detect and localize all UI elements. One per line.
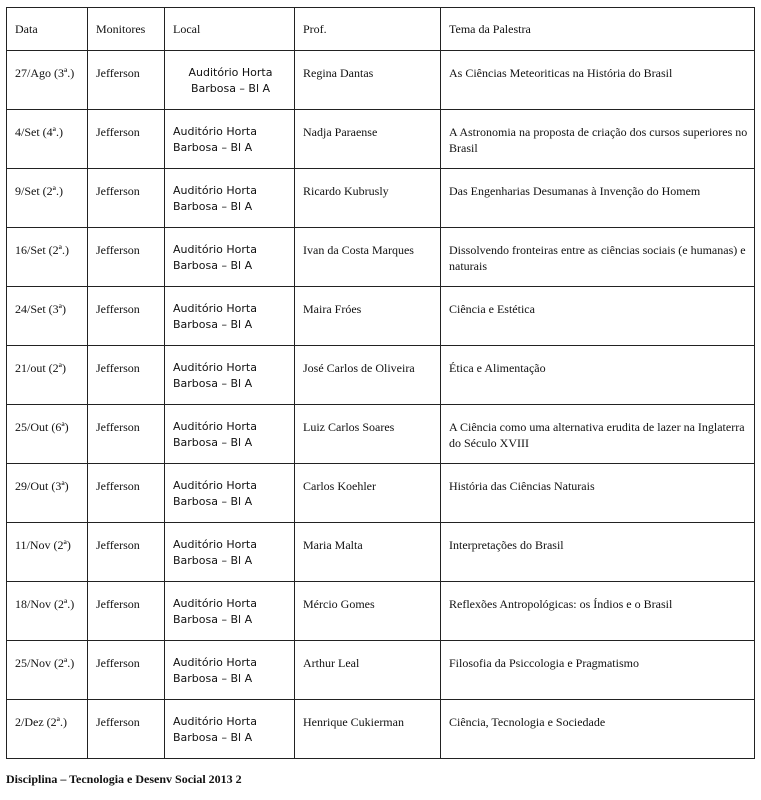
cell-data: 11/Nov (2ª) [7, 523, 88, 582]
cell-prof: Ricardo Kubrusly [295, 169, 441, 228]
cell-monitor: Jefferson [88, 169, 165, 228]
local-line-2: Barbosa – Bl A [173, 672, 253, 685]
cell-tema: Ciência e Estética [441, 287, 755, 346]
table-row [7, 110, 755, 169]
cell-monitor: Jefferson [88, 51, 165, 110]
cell-local [165, 228, 295, 287]
cell-data: 2/Dez (2ª.) [7, 700, 88, 759]
cell-data: 29/Out (3ª) [7, 464, 88, 523]
local-line-2: Barbosa – Bl A [173, 554, 253, 567]
cell-data: 25/Nov (2ª.) [7, 641, 88, 700]
local-line-1: Auditório Horta [173, 479, 257, 492]
local-line-2: Barbosa – Bl A [173, 731, 253, 744]
local-line-1: Auditório Horta [173, 184, 257, 197]
local-line-1: Auditório Horta [173, 125, 257, 138]
cell-data: 9/Set (2ª.) [7, 169, 88, 228]
header-monitores: Monitores [88, 8, 165, 51]
cell-tema: As Ciências Meteoriticas na História do Brasil [441, 51, 755, 110]
cell-local [165, 405, 295, 464]
cell-monitor: Jefferson [88, 110, 165, 169]
cell-monitor: Jefferson [88, 700, 165, 759]
local-line-2: Barbosa – Bl A [173, 318, 253, 331]
cell-tema: A Ciência como uma alternativa erudita de lazer na Inglaterra do Século XVIII [441, 405, 755, 464]
cell-data: 25/Out (6ª) [7, 405, 88, 464]
local-line-1: Auditório Horta [173, 361, 257, 374]
cell-tema: Interpretações do Brasil [441, 523, 755, 582]
cell-prof: Henrique Cukierman [295, 700, 441, 759]
local-line-1: Auditório Horta [173, 302, 257, 315]
cell-local [165, 523, 295, 582]
table-row [7, 405, 755, 464]
cell-prof: Regina Dantas [295, 51, 441, 110]
cell-tema: Reflexões Antropológicas: os Índios e o Brasil [441, 582, 755, 641]
cell-tema: A Astronomia na proposta de criação dos cursos superiores no Brasil [441, 110, 755, 169]
local-line-2: Barbosa – Bl A [173, 377, 253, 390]
local-line-1: Auditório Horta [173, 243, 257, 256]
cell-local [165, 346, 295, 405]
local-line-2: Barbosa – Bl A [173, 436, 253, 449]
cell-local [165, 169, 295, 228]
local-line-2: Barbosa – Bl A [173, 259, 253, 272]
table-row [7, 464, 755, 523]
table-row [7, 228, 755, 287]
table-row [7, 346, 755, 405]
cell-local [165, 51, 295, 110]
cell-data: 21/out (2ª) [7, 346, 88, 405]
local-line-1: Auditório Horta [188, 66, 273, 79]
header-data: Data [7, 8, 88, 51]
cell-data: 16/Set (2ª.) [7, 228, 88, 287]
cell-tema: Filosofia da Psiccologia e Pragmatismo [441, 641, 755, 700]
local-line-1: Auditório Horta [173, 538, 257, 551]
cell-monitor: Jefferson [88, 405, 165, 464]
cell-data: 27/Ago (3ª.) [7, 51, 88, 110]
cell-monitor: Jefferson [88, 464, 165, 523]
cell-prof: Mércio Gomes [295, 582, 441, 641]
header-row [7, 8, 755, 51]
table-row [7, 169, 755, 228]
local-line-1: Auditório Horta [173, 715, 257, 728]
cell-data: 18/Nov (2ª.) [7, 582, 88, 641]
cell-data: 4/Set (4ª.) [7, 110, 88, 169]
footer-title: Disciplina – Tecnologia e Desenv Social 2013 2 [6, 772, 242, 786]
cell-tema: Dissolvendo fronteiras entre as ciências sociais (e humanas) e naturais [441, 228, 755, 287]
local-line-2: Barbosa – Bl A [173, 141, 253, 154]
table-row [7, 582, 755, 641]
cell-prof: Maria Malta [295, 523, 441, 582]
table-row [7, 641, 755, 700]
cell-monitor: Jefferson [88, 287, 165, 346]
local-line-1: Auditório Horta [173, 420, 257, 433]
cell-tema: Ética e Alimentação [441, 346, 755, 405]
cell-monitor: Jefferson [88, 582, 165, 641]
schedule-table [6, 7, 755, 759]
cell-data: 24/Set (3ª) [7, 287, 88, 346]
cell-local [165, 582, 295, 641]
table-row [7, 523, 755, 582]
cell-prof: Carlos Koehler [295, 464, 441, 523]
cell-local [165, 287, 295, 346]
cell-prof: Nadja Paraense [295, 110, 441, 169]
cell-monitor: Jefferson [88, 228, 165, 287]
local-line-1: Auditório Horta [173, 656, 257, 669]
header-prof: Prof. [295, 8, 441, 51]
cell-prof: Arthur Leal [295, 641, 441, 700]
cell-prof: Maira Fróes [295, 287, 441, 346]
cell-monitor: Jefferson [88, 346, 165, 405]
local-line-1: Auditório Horta [173, 597, 257, 610]
cell-monitor: Jefferson [88, 523, 165, 582]
local-line-2: Barbosa – Bl A [173, 613, 253, 626]
cell-prof: José Carlos de Oliveira [295, 346, 441, 405]
cell-local [165, 641, 295, 700]
cell-prof: Ivan da Costa Marques [295, 228, 441, 287]
cell-monitor: Jefferson [88, 641, 165, 700]
cell-tema: História das Ciências Naturais [441, 464, 755, 523]
header-local: Local [165, 8, 295, 51]
cell-prof: Luiz Carlos Soares [295, 405, 441, 464]
cell-local [165, 464, 295, 523]
table-row [7, 700, 755, 759]
cell-local [165, 700, 295, 759]
table-row [7, 287, 755, 346]
cell-tema: Ciência, Tecnologia e Sociedade [441, 700, 755, 759]
header-tema: Tema da Palestra [441, 8, 755, 51]
local-line-2: Barbosa – Bl A [173, 200, 253, 213]
local-line-2: Barbosa – Bl A [190, 82, 271, 95]
cell-tema: Das Engenharias Desumanas à Invenção do Homem [441, 169, 755, 228]
table-row [7, 51, 755, 110]
local-line-2: Barbosa – Bl A [173, 495, 253, 508]
cell-local [165, 110, 295, 169]
